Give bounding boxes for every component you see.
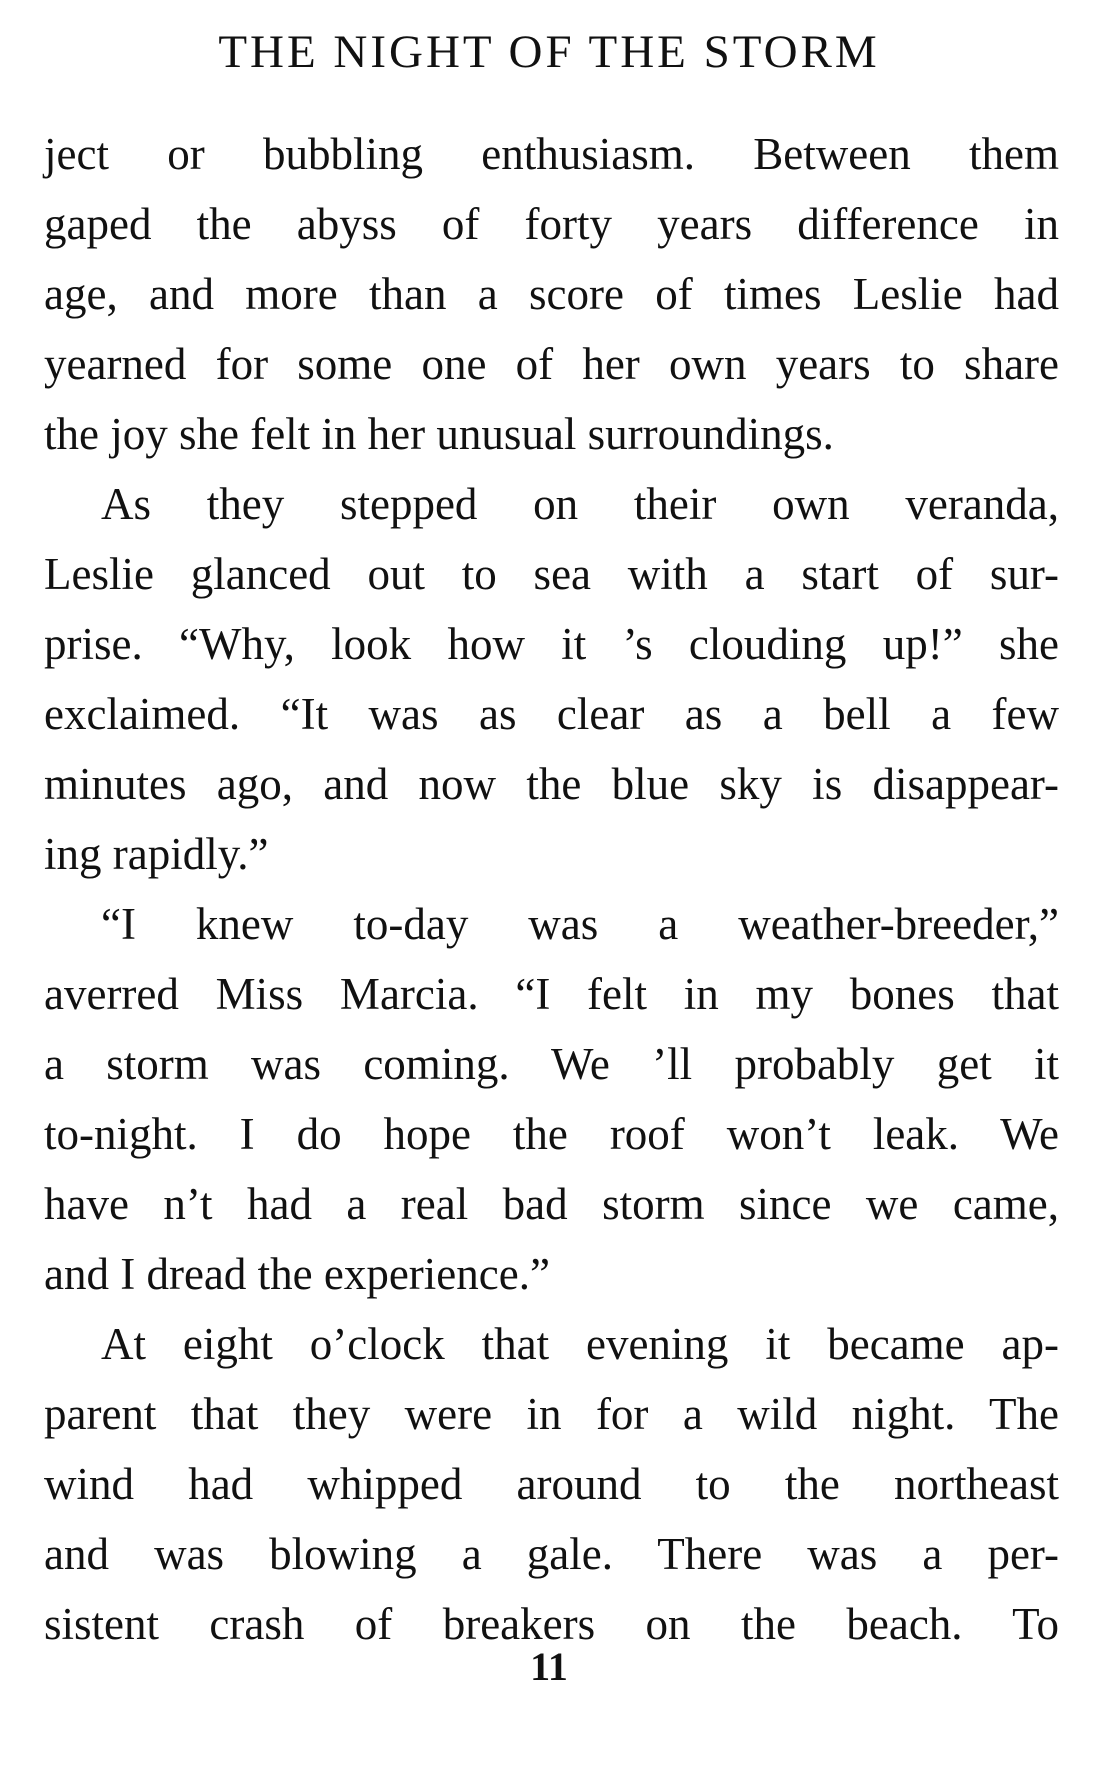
text-line: As they stepped on their own veranda, <box>101 479 1059 529</box>
text-line: ing rapidly.” <box>44 829 269 879</box>
text-line: to-night. I do hope the roof won’t leak. We <box>44 1109 1059 1159</box>
text-line: and I dread the experience.” <box>44 1249 550 1299</box>
text-line: wind had whipped around to the northeast <box>44 1459 1059 1509</box>
text-line: Leslie glanced out to sea with a start of sur- <box>44 549 1059 599</box>
text-line: the joy she felt in her unusual surroundings. <box>44 409 834 459</box>
text-line: prise. “Why, look how it ’s clouding up!” she <box>44 619 1059 669</box>
text-line: a storm was coming. We ’ll probably get it <box>44 1039 1059 1089</box>
text-line: “I knew to-day was a weather-breeder,” <box>101 899 1059 949</box>
text-line: ject or bubbling enthusiasm. Between them <box>44 129 1059 179</box>
text-line: and was blowing a gale. There was a per- <box>44 1529 1059 1579</box>
text-line: averred Miss Marcia. “I felt in my bones that <box>44 969 1059 1019</box>
text-line: At eight o’clock that evening it became ap- <box>101 1319 1059 1369</box>
page-number: 11 <box>530 1644 568 1689</box>
text-line: age, and more than a score of times Leslie had <box>44 269 1059 319</box>
running-head: THE NIGHT OF THE STORM <box>218 26 880 78</box>
text-line: have n’t had a real bad storm since we came, <box>44 1179 1059 1229</box>
text-line: exclaimed. “It was as clear as a bell a few <box>44 689 1059 739</box>
text-line: yearned for some one of her own years to share <box>44 339 1059 389</box>
text-line: sistent crash of breakers on the beach. To <box>44 1599 1059 1649</box>
body-text <box>44 119 1059 1659</box>
text-line: minutes ago, and now the blue sky is disappear- <box>44 759 1059 809</box>
text-line: gaped the abyss of forty years difference in <box>44 199 1059 249</box>
text-line: parent that they were in for a wild night. The <box>44 1389 1059 1439</box>
